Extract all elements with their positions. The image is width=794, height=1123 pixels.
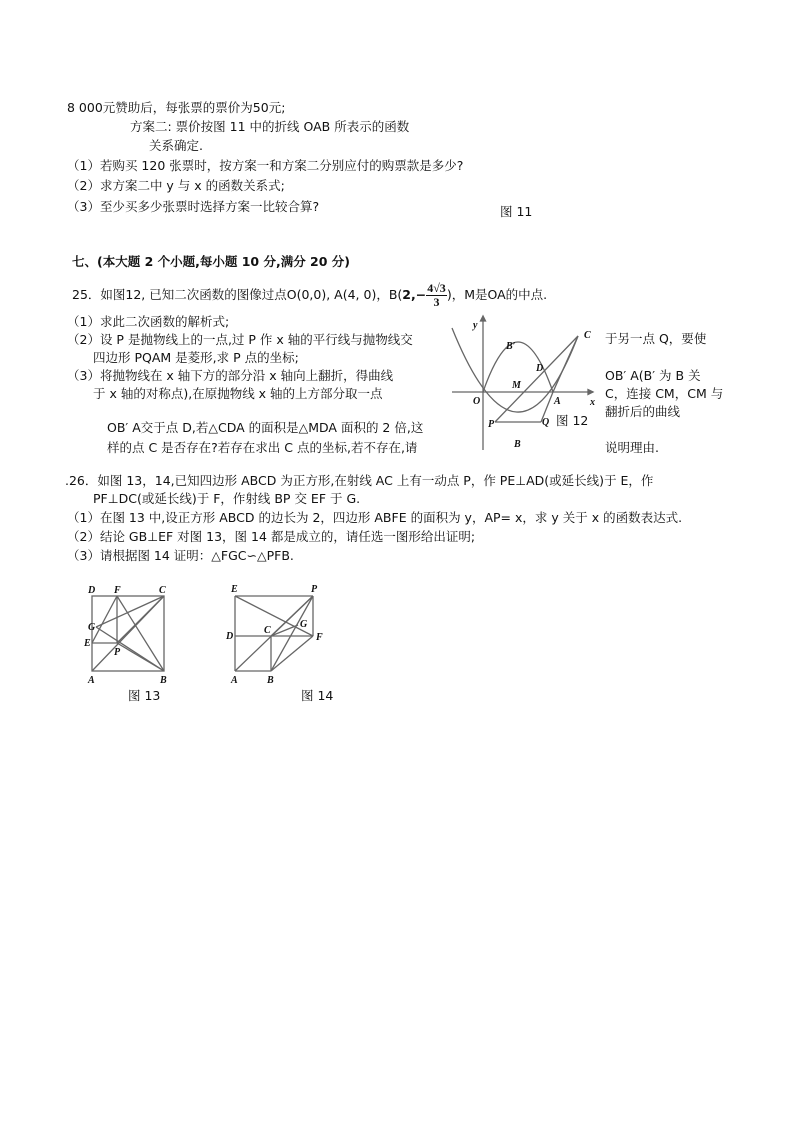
q26-stem1: .26．如图 13，14,已知四边形 ABCD 为正方形,在射线 AC 上有一动点 P，作 PE⊥AD(或延长线)于 E，作 <box>65 473 654 488</box>
fig13-label-c: C <box>159 585 166 596</box>
q25-sub3d: 样的点 C 是否存在?若存在求出 C 点的坐标,若不存在,请 <box>107 440 418 455</box>
label-p: P <box>488 419 495 430</box>
fig14-label-c: C <box>264 625 271 636</box>
fig13-label-e: E <box>84 638 91 649</box>
fig14-label-g: G <box>300 619 308 630</box>
figure-14-caption: 图 14 <box>301 688 334 703</box>
q25-stem-b: 2,− <box>402 287 427 302</box>
fig13-label-p: P <box>114 647 121 658</box>
q24-line1: 8 000元赞助后，每张票的票价为50元; <box>67 100 286 115</box>
figure-12 <box>448 310 608 455</box>
fig14-label-d: D <box>226 631 234 642</box>
section-heading: 七、(本大题 2 个小题,每小题 10 分,满分 20 分) <box>72 254 351 269</box>
q25-sub1: （1）求此二次函数的解析式; <box>67 314 230 329</box>
label-o: O <box>473 396 481 407</box>
q25-stem-a: 25．如图12, 已知二次函数的图像过点O(0,0), A(4, 0)，B( <box>72 287 403 302</box>
fig13-label-f: F <box>114 585 121 596</box>
figure-13-caption: 图 13 <box>128 688 161 703</box>
label-y: y <box>473 320 478 331</box>
fig14-label-b: B <box>267 675 274 686</box>
q25-sub2b: 四边形 PQAM 是菱形,求 P 点的坐标; <box>93 350 299 365</box>
fig14-label-p: P <box>311 584 318 595</box>
label-q: Q <box>542 417 550 428</box>
fig13-label-g: G <box>88 622 96 633</box>
figure-11-caption: 图 11 <box>500 204 533 219</box>
fig14-label-f: F <box>316 632 323 643</box>
q25-stem <box>72 282 547 309</box>
fig14-label-a: A <box>231 675 238 686</box>
fig13-label-b: B <box>160 675 167 686</box>
q24-line2: 方案二: 票价按图 11 中的折线 OAB 所表示的函数 <box>130 119 410 134</box>
label-b-prime: B′ <box>506 341 516 352</box>
fraction-numerator: 4√3 <box>427 281 446 295</box>
q25-right1: 于另一点 Q，要使 <box>605 331 707 346</box>
label-c: C <box>584 330 591 341</box>
fig13-label-a: A <box>88 675 95 686</box>
q24-sub2: （2）求方案二中 y 与 x 的函数关系式; <box>67 178 285 193</box>
q24-line3: 关系确定. <box>149 138 203 153</box>
label-x: x <box>590 397 595 408</box>
q26-sub3: （3）请根据图 14 证明：△FGC∽△PFB. <box>67 548 294 563</box>
q24-sub3: （3）至少买多少张票时选择方案一比较合算? <box>67 199 320 214</box>
q26-sub2: （2）结论 GB⊥EF 对图 13，图 14 都是成立的，请任选一图形给出证明; <box>67 529 476 544</box>
q25-right5: 说明理由. <box>605 440 659 455</box>
x-axis-arrow <box>588 390 593 395</box>
fig13-label-d: D <box>88 585 96 596</box>
q25-stem-c: )，M是OA的中点. <box>446 287 548 302</box>
q25-right2: OB′ A(B′ 为 B 关 <box>605 368 701 383</box>
label-a: A <box>554 396 561 407</box>
segment-ac <box>553 336 578 392</box>
figure-12-caption: 图 12 <box>556 413 589 428</box>
q25-sub3b: 于 x 轴的对称点),在原抛物线 x 轴的上方部分取一点 <box>93 386 383 401</box>
q24-sub1: （1）若购买 120 张票时，按方案一和方案二分别应付的购票款是多少? <box>67 158 464 173</box>
q26-stem2: PF⊥DC(或延长线)于 F，作射线 BP 交 EF 于 G. <box>93 491 361 506</box>
q25-fraction <box>426 282 447 309</box>
q26-sub1: （1）在图 13 中,设正方形 ABCD 的边长为 2，四边形 ABFE 的面积为 y，AP= x，求 y 关于 x 的函数表达式. <box>67 510 683 525</box>
y-axis-arrow <box>481 316 486 321</box>
q25-sub2a: （2）设 P 是抛物线上的一点,过 P 作 x 轴的平行线与抛物线交 <box>67 332 413 347</box>
q25-right3: C，连接 CM，CM 与 <box>605 386 724 401</box>
q25-sub3c: OB′ A交于点 D,若△CDA 的面积是△MDA 面积的 2 倍,这 <box>107 420 424 435</box>
fig14-label-e: E <box>231 584 238 595</box>
label-d: D <box>536 363 544 374</box>
fraction-denominator: 3 <box>433 295 440 309</box>
label-b: B <box>514 439 521 450</box>
label-m: M <box>512 380 521 391</box>
q25-sub3a: （3）将抛物线在 x 轴下方的部分沿 x 轴向上翻折，得曲线 <box>67 368 394 383</box>
q25-right4: 翻折后的曲线 <box>605 404 681 419</box>
